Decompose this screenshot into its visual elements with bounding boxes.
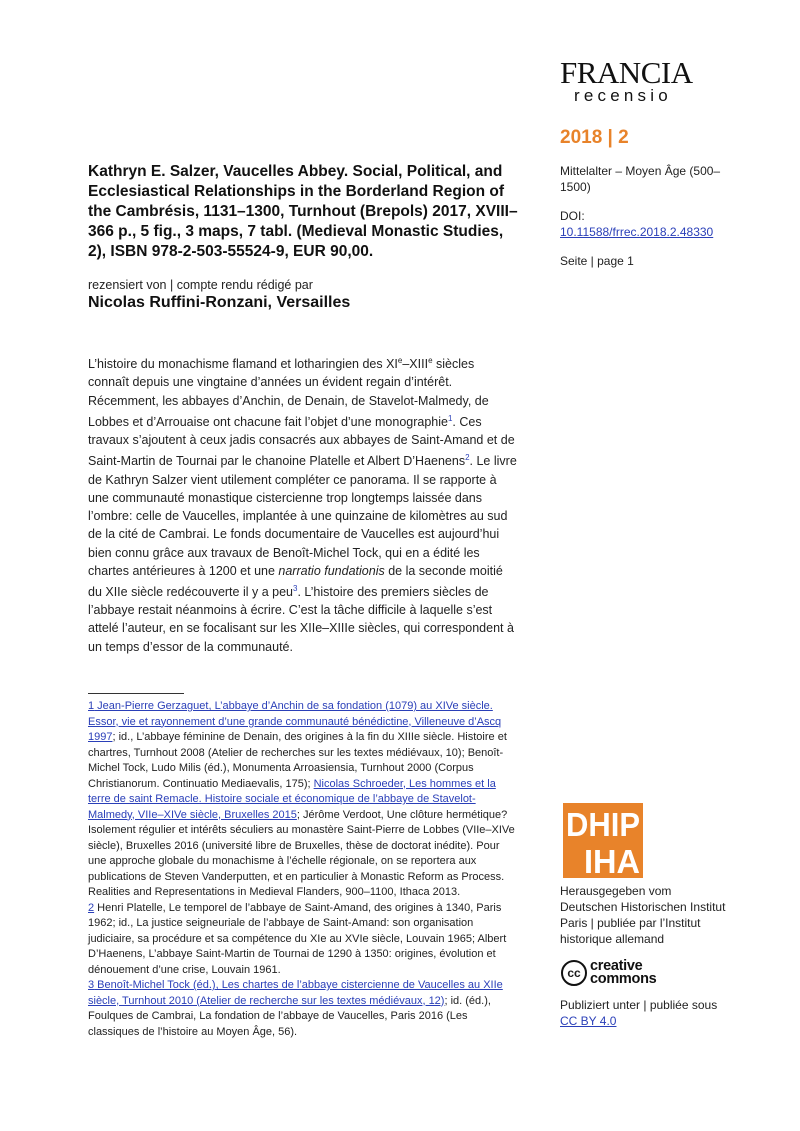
issue-number: 2018 | 2 xyxy=(560,127,629,148)
footnote-2-number[interactable]: 2 xyxy=(88,901,95,914)
cc-icon: cc xyxy=(561,960,587,986)
body-italic: narratio fundationis xyxy=(278,563,385,578)
century-sup: e xyxy=(428,356,433,365)
cc-wordmark xyxy=(590,960,656,986)
body-text-6: de la seconde moitié du XIIe siècle redécouverte il y a peu xyxy=(88,563,503,600)
footnote-2 xyxy=(88,901,518,979)
review-body xyxy=(88,352,518,656)
footnote-3-link-tock[interactable]: Benoît-Michel Tock (éd.), Les chartes de l’abbaye cistercienne de Vaucelles au XIIe siècle, Turnhout 2010 (Atelier de recherche sur les textes médiévaux, 12) xyxy=(88,979,503,1007)
footnote-1-link-schroeder[interactable]: Nicolas Schroeder, Les hommes et la terre de saint Remacle. Histoire sociale et économique de l’abbaye de Stavelot-Malmedy, VIIe–XIVe siècle, Bruxelles 2015 xyxy=(88,777,496,821)
body-text-7: . L’histoire des premiers siècles de l’abbaye restait néanmoins à écrire. C’est la tâche difficile à laquelle s’est attelé l’auteur, en se focalisant sur les XIIe–XIIIe siècles, qui correspondent à un temps d’essor de la communauté. xyxy=(88,585,514,654)
license-label: Publiziert unter | publiée sous xyxy=(560,998,718,1012)
century-sup: e xyxy=(397,356,403,365)
license-link[interactable]: CC BY 4.0 xyxy=(560,1014,617,1028)
cc-word-commons: commons xyxy=(590,971,657,987)
francia-recensio-logo xyxy=(560,55,720,105)
body-text-1: L’histoire du monachisme flamand et lotharingien des XI xyxy=(88,357,398,372)
footnote-1-text-cont: ; Jérôme Verdoot, Une clôture hermétique? Isolement régulier et intérêts séculiers au monastère Saint-Pierre de Lobbes (VIIe–XIVe siècle), Bruxelles 2016 (université libre de Bruxelles, thèse de doctorat inédite). Pour une approche globale du monachisme à l’échelle régionale, on se reportera aux publications de Steven Vanderputten, et en particulier à Monastic Reform as Process. Realities and Representations in Medieval Flanders, 900–1100, Ithaca 2013. xyxy=(88,808,515,898)
logo-main-text: FRANCIA xyxy=(560,55,693,90)
review-title: Kathryn E. Salzer, Vaucelles Abbey. Social, Political, and Ecclesiastical Relationships in the Borderland Region of the Cambrésis, 1131–1300, Turnhout (Brepols) 2017, XVIII–366 p., 5 fig., 3 maps, 7 tabl. (Medieval Monastic Studies, 2), ISBN 978-2-503-55524-9, EUR 90,00. xyxy=(88,163,518,260)
logo-sub-text: recensio xyxy=(574,86,672,105)
creative-commons-logo xyxy=(561,957,656,989)
iha-text: IHA xyxy=(584,843,640,878)
footnote-ref-1[interactable]: 1 xyxy=(447,413,453,423)
footnote-1-link-gerzaguet[interactable]: Jean-Pierre Gerzaguet, L’abbaye d’Anchin de sa fondation (1079) au XIVe siècle. Essor, vie et rayonnement d’une grande communauté bénédictine, Villeneuve d’Ascq 1997 xyxy=(88,700,502,743)
dhip-iha-logo-graphic xyxy=(563,803,643,878)
dhip-text: DHIP xyxy=(566,806,640,843)
cc-word-creative: creative xyxy=(590,958,643,974)
body-text-4: . Ces travaux s’ajoutent à ceux jadis consacrés aux abbayes de Saint-Amand et de Saint-Martin de Tournai par le chanoine Platelle et Albert D’Haenens xyxy=(88,414,515,469)
body-text-5: . Le livre de Kathryn Salzer vient utilement compléter ce panorama. Il se rapporte à une communauté monastique cistercienne trop longtemps laissée dans l’ombre: celle de Vaucelles, implantée à une quinzaine de kilomètres au sud de la cité de Cambrai. Le fonds documentaire de Vaucelles est aujourd’hui bien connu grâce aux travaux de Benoît-Michel Tock, qui en a édité les chartes antérieures à 1200 et une xyxy=(88,454,517,578)
footnote-1-text: ; id., L’abbaye féminine de Denain, des origines à la fin du XIIIe siècle. Histoire et chartres, Turnhout 2008 (Atelier de recherches sur les textes médiévaux, 10); Benoît-Michel Tock, Ludo Milis (éd.), Monumenta Arroasiensia, Turnhout 2000 (Corpus Christianorum. Continuatio Mediaevalis, 175); xyxy=(88,731,507,790)
period-label: Mittelalter – Moyen Âge (500–1500) xyxy=(560,164,721,194)
footnote-1 xyxy=(88,699,518,901)
footnote-3 xyxy=(88,978,518,1040)
footnote-2-text: Henri Platelle, Le temporel de l’abbaye de Saint-Amand, des origines à 1340, Paris 1962; id., La justice seigneuriale de l’abbaye de Saint-Amand: son organisation judiciaire, sa procédure et sa compétence du XIe au XVIe siècle, Louvain 1965; Albert D’Haenens, L’abbaye Saint-Martin de Tournai de 1290 à 1350: origines, évolution et dénouement d’une crise, Louvain 1961. xyxy=(88,901,507,976)
footnote-1-number[interactable]: 1 xyxy=(88,700,95,712)
body-text-3: siècles connaît depuis une vingtaine d’années un évident regain d’intérêt. Récemment, les abbayes d’Anchin, de Denain, de Stavelot-Malmedy, de Lobbes et d’Arrouaise ont chacune fait l’objet d’une monographie xyxy=(88,357,489,429)
body-text-2: –XIII xyxy=(402,357,429,372)
reviewer-name: Nicolas Ruffini-Ronzani, Versailles xyxy=(88,294,351,311)
footnote-ref-3[interactable]: 3 xyxy=(292,583,298,593)
reviewed-by-label: rezensiert von | compte rendu rédigé par xyxy=(88,278,313,292)
page-label: Seite | page 1 xyxy=(560,254,634,268)
footnote-3-number[interactable]: 3 xyxy=(88,979,95,991)
doi-label: DOI: xyxy=(560,209,585,223)
doi-block xyxy=(560,208,730,240)
doi-link[interactable]: 10.11588/frrec.2018.2.48330 xyxy=(560,225,714,239)
publisher-text: Herausgegeben vom Deutschen Historischen Institut Paris | publiée par l’Institut historique allemand xyxy=(560,884,726,946)
footnote-ref-2[interactable]: 2 xyxy=(465,453,470,463)
footnotes xyxy=(88,699,518,1040)
license-block xyxy=(560,997,730,1029)
dhip-iha-logo xyxy=(563,803,643,878)
footnote-divider xyxy=(88,693,184,694)
footnote-3-text: ; id. (éd.), Foulques de Cambrai, La fondation de l’abbaye de Vaucelles, Paris 2016 (Les classiques de l’histoire au Moyen Âge, 56). xyxy=(88,994,491,1038)
